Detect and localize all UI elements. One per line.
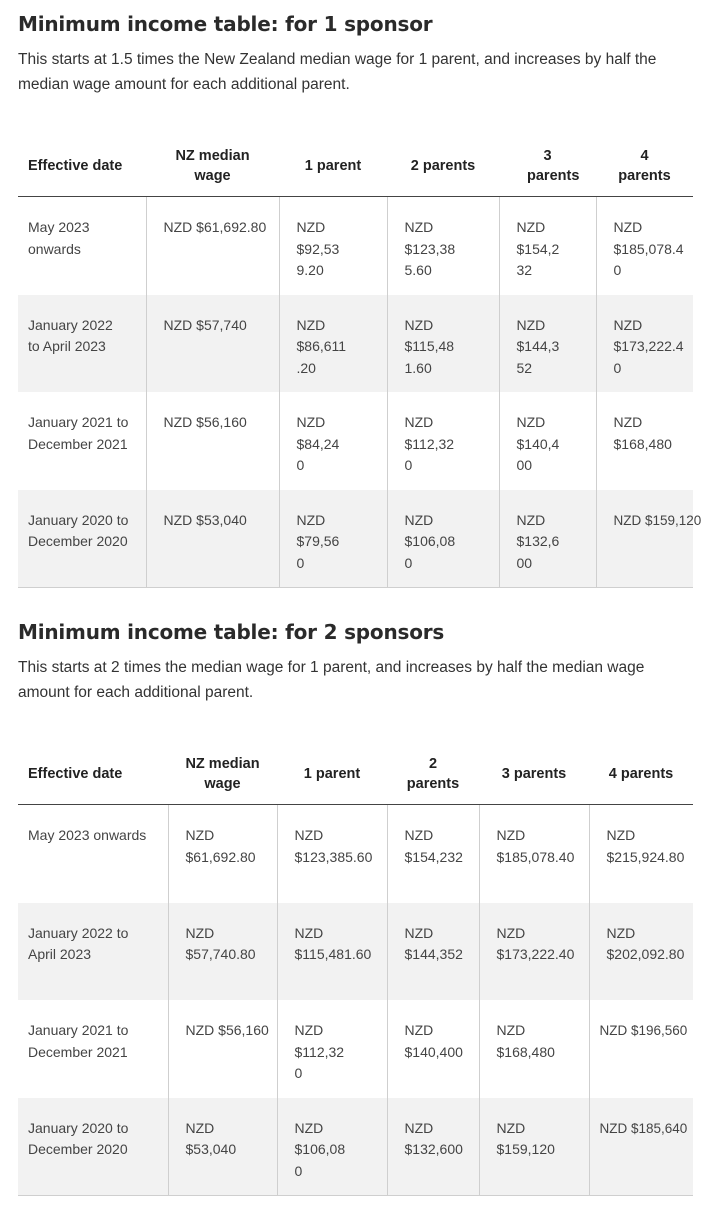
col-header-3-parents: 3 parents	[499, 135, 596, 197]
section-intro: This starts at 1.5 times the New Zealand median wage for 1 parent, and increases by half the median wage amount for each additional parent.	[18, 51, 657, 93]
table-row	[18, 805, 693, 903]
table-row	[18, 490, 693, 588]
cell-4-parents: NZD $196,560	[589, 1000, 693, 1098]
income-table-one-sponsor	[18, 135, 702, 588]
table-row	[18, 903, 693, 1001]
table-row	[18, 295, 693, 393]
section-two-sponsors	[18, 618, 693, 1179]
section-title: Minimum income table: for 2 sponsors	[18, 620, 445, 644]
table-row	[18, 1098, 693, 1196]
cell-median-wage: NZD $56,160	[146, 392, 279, 490]
cell-3-parents: NZD $154,232	[499, 197, 596, 295]
cell-effective-date: January 2022 to April 2023	[18, 295, 146, 393]
cell-effective-date: January 2022 to April 2023	[18, 903, 168, 1001]
cell-4-parents: NZD $173,222.40	[596, 295, 693, 393]
col-header-2-parents: 2 parents	[387, 743, 479, 805]
cell-2-parents: NZD $115,481.60	[387, 295, 499, 393]
cell-median-wage: NZD $56,160	[168, 1000, 277, 1098]
table-header-row	[18, 743, 693, 805]
cell-3-parents: NZD $185,078.40	[479, 805, 589, 903]
col-header-effective-date: Effective date	[18, 135, 146, 197]
cell-1-parent: NZD $106,080	[277, 1098, 387, 1196]
cell-3-parents: NZD $140,400	[499, 392, 596, 490]
col-header-2-parents: 2 parents	[387, 135, 499, 197]
cell-2-parents: NZD $140,400	[387, 1000, 479, 1098]
section-one-sponsor	[18, 10, 702, 571]
cell-1-parent: NZD $84,240	[279, 392, 387, 490]
cell-effective-date: January 2020 to December 2020	[18, 1098, 168, 1196]
cell-effective-date: January 2021 to December 2021	[28, 1022, 129, 1060]
cell-4-parents: NZD $215,924.80	[589, 805, 693, 903]
cell-effective-date: January 2021 to December 2021	[28, 414, 129, 452]
table-row	[18, 392, 693, 490]
section-title: Minimum income table: for 1 sponsor	[18, 12, 433, 36]
col-header-effective-date: Effective date	[18, 743, 168, 805]
cell-3-parents: NZD $173,222.40	[479, 903, 589, 1001]
cell-1-parent: NZD $112,320	[277, 1000, 387, 1098]
col-header-1-parent: 1 parent	[279, 135, 387, 197]
cell-median-wage: NZD $53,040	[146, 490, 279, 588]
cell-2-parents: NZD $112,320	[387, 392, 499, 490]
cell-2-parents: NZD $132,600	[387, 1098, 479, 1196]
col-header-median-wage: NZ median wage	[168, 743, 277, 805]
table-header-row	[18, 135, 693, 197]
cell-3-parents: NZD $132,600	[499, 490, 596, 588]
cell-1-parent: NZD $79,560	[279, 490, 387, 588]
cell-2-parents: NZD $144,352	[387, 903, 479, 1001]
cell-median-wage: NZD $57,740	[146, 295, 279, 393]
cell-1-parent: NZD $123,385.60	[277, 805, 387, 903]
col-header-4-parents: 4 parents	[589, 743, 693, 805]
cell-3-parents: NZD $144,352	[499, 295, 596, 393]
cell-3-parents: NZD $168,480	[479, 1000, 589, 1098]
cell-1-parent: NZD $92,539.20	[279, 197, 387, 295]
col-header-1-parent: 1 parent	[277, 743, 387, 805]
col-header-4-parents: 4 parents	[596, 135, 693, 197]
cell-1-parent: NZD $86,611.20	[279, 295, 387, 393]
col-header-median-wage: NZ median wage	[146, 135, 279, 197]
cell-4-parents: NZD $202,092.80	[589, 903, 693, 1001]
col-header-3-parents: 3 parents	[479, 743, 589, 805]
table-row	[18, 197, 693, 295]
cell-effective-date: May 2023 onwards	[28, 219, 90, 257]
cell-effective-date: January 2020 to December 2020	[18, 490, 146, 588]
income-table-two-sponsors	[18, 743, 693, 1196]
cell-4-parents: NZD $168,480	[596, 392, 693, 490]
section-intro: This starts at 2 times the median wage for 1 parent, and increases by half the median wage amount for each additional parent.	[18, 659, 645, 701]
cell-median-wage: NZD $57,740.80	[168, 903, 277, 1001]
cell-median-wage: NZD $61,692.80	[146, 197, 279, 295]
cell-effective-date: May 2023 onwards	[28, 827, 147, 843]
cell-median-wage: NZD $53,040	[168, 1098, 277, 1196]
cell-4-parents: NZD $185,640	[589, 1098, 693, 1196]
cell-3-parents: NZD $159,120	[479, 1098, 589, 1196]
cell-4-parents: NZD $159,120	[596, 490, 693, 588]
cell-2-parents: NZD $123,385.60	[387, 197, 499, 295]
cell-1-parent: NZD $115,481.60	[277, 903, 387, 1001]
cell-2-parents: NZD $154,232	[387, 805, 479, 903]
cell-median-wage: NZD $61,692.80	[168, 805, 277, 903]
cell-4-parents: NZD $185,078.40	[596, 197, 693, 295]
table-row	[18, 1000, 693, 1098]
cell-2-parents: NZD $106,080	[387, 490, 499, 588]
